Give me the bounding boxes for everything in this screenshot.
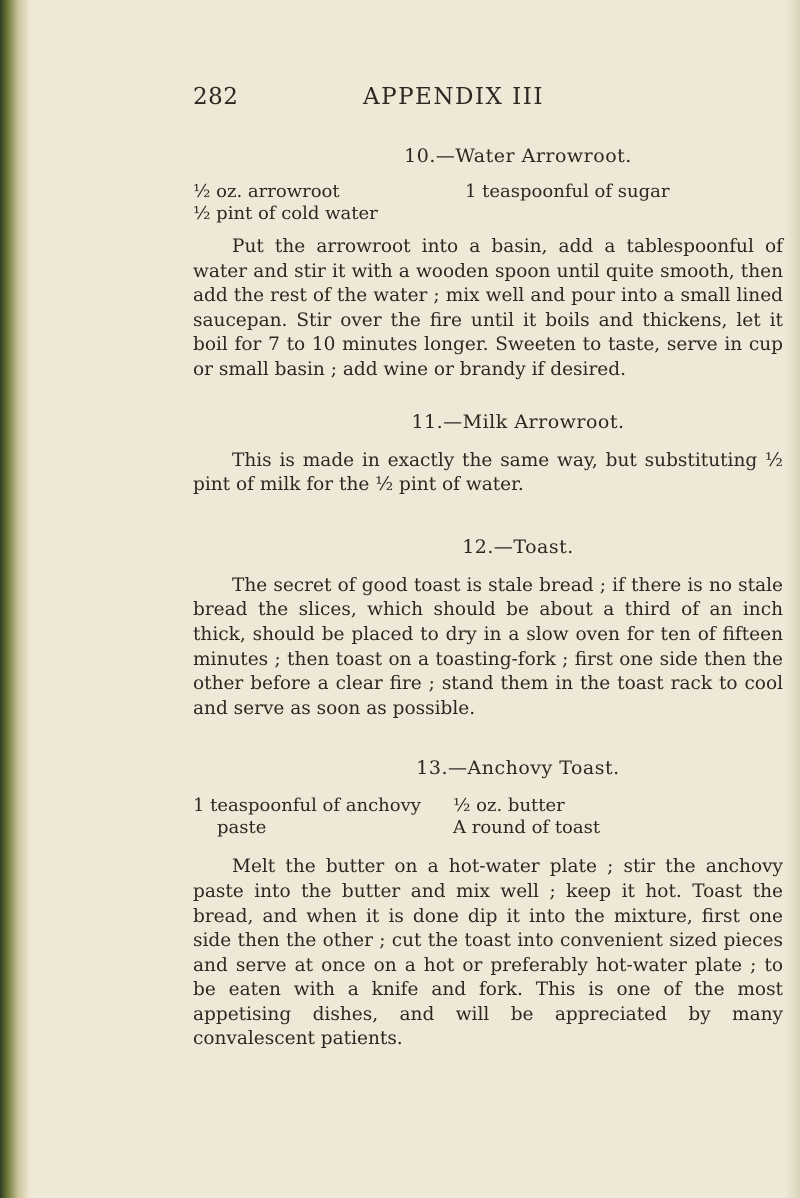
- ingredient: 1 teaspoonful of anchovy: [193, 795, 421, 817]
- page-number: 282: [193, 84, 239, 110]
- recipe-instructions: The secret of good toast is stale bread ; if there is no stale bread the slices, which should be about a third of an inch thick, should be placed to dry in a slow oven for ten of fifteen minutes ; then toast on a toasting-fork ; first one side then the other before a clear fire ; stand them in the toast rack to cool and serve as soon as possible.: [193, 574, 783, 719]
- ingredient: A round of toast: [453, 817, 601, 839]
- running-head: APPENDIX III: [363, 84, 544, 110]
- recipe-instructions: Put the arrowroot into a basin, add a tablespoonful of water and stir it with a wooden spoon until quite smooth, then add the rest of the water ; mix well and pour into a small lined saucepan. Stir over the fire until it boils and thickens, let it boil for 7 to 10 minutes longer. Sweeten to taste, serve in cup or small basin ; add wine or brandy if desired.: [193, 236, 783, 380]
- page-header: [193, 84, 605, 118]
- ingredient-list: [193, 795, 783, 843]
- recipe-instructions: This is made in exactly the same way, but substituting ½ pint of milk for the ½ pint of water.: [193, 449, 783, 496]
- ingredient-list: [193, 181, 783, 227]
- recipe-instructions: Melt the butter on a hot-water plate ; stir the anchovy paste into the butter and mix well ; keep it hot. Toast the bread, and when it is done dip it into the mixture, first one side then the other ; cut the toast into convenient sized pieces and serve at once on a hot or preferably hot-water plate ; to be eaten with a knife and fork. This is one of the most appetising dishes, and will be appreciated by many convalescent patients.: [193, 856, 783, 1050]
- recipe-title: 11.—Milk Arrowroot.: [411, 410, 625, 433]
- ingredient: ½ oz. arrowroot: [193, 181, 340, 202]
- recipe-title: 10.—Water Arrowroot.: [404, 145, 632, 167]
- recipe-title: 12.—Toast.: [462, 535, 574, 558]
- page-body: [193, 145, 783, 1052]
- ingredient: paste: [217, 817, 267, 839]
- recipe-title: 13.—Anchovy Toast.: [416, 757, 620, 780]
- ingredient: 1 teaspoonful of sugar: [465, 181, 670, 202]
- page-binding-edge: [0, 0, 30, 1198]
- ingredient: ½ oz. butter: [453, 795, 565, 817]
- ingredient: ½ pint of cold water: [193, 203, 378, 224]
- page-right-edge: [786, 0, 800, 1198]
